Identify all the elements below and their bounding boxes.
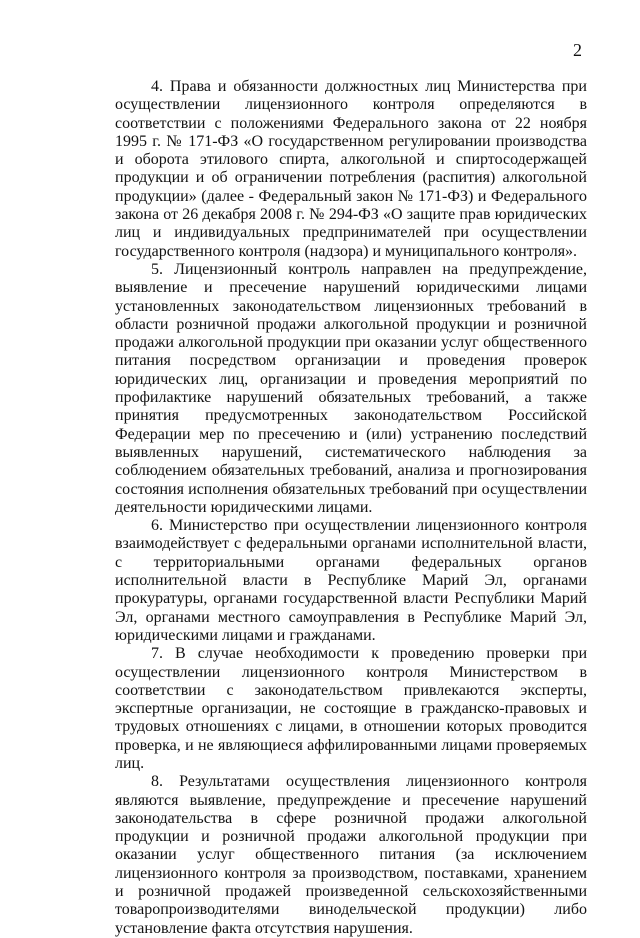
paragraph-6: 6. Министерство при осуществлении лицензионного контроля взаимодействует с федеральными органами исполнительной власти, с территориальными органами федеральных органов исполнительной власти в Республике Марий Эл, органами прокуратуры, органами государственной власти Республики Марий Эл, органами местного самоуправления в Республике Марий Эл, юридическими лицами и гражданами. xyxy=(115,517,587,644)
paragraph-4: 4. Права и обязанности должностных лиц Министерства при осуществлении лицензионного контроля определяются в соответствии с положениями Федерального закона от 22 ноября 1995 г. № 171-ФЗ «О государственном регулировании производства и оборота этилового спирта, алкогольной и спиртосодержащей продукции и об ограничении потребления (распития) алкогольной продукции» (далее - Федеральный закон № 171-ФЗ) и Федерального закона от 26 декабря 2008 г. № 294-ФЗ «О защите прав юридических лиц и индивидуальных предпринимателей при осуществлении государственного контроля (надзора) и муниципального контроля». xyxy=(115,78,587,260)
document-body xyxy=(115,78,587,938)
paragraph-7: 7. В случае необходимости к проведению проверки при осуществлении лицензионного контроля Министерством в соответствии с законодательством привлекаются эксперты, экспертные организации, не состоящие в гражданско-правовых и трудовых отношениях с лицами, в отношении которых проводится проверка, и не являющиеся аффилированными лицами проверяемых лиц. xyxy=(115,645,587,772)
paragraph-5: 5. Лицензионный контроль направлен на предупреждение, выявление и пресечение нарушений юридическими лицами установленных законодательством лицензионных требований в области розничной продажи алкогольной продукции и розничной продажи алкогольной продукции при оказании услуг общественного питания посредством организации и проведения проверок юридических лиц, организации и проведения мероприятий по профилактике нарушений обязательных требований, а также принятия предусмотренных законодательством Российской Федерации мер по пресечению и (или) устранению последствий выявленных нарушений, систематического наблюдения за соблюдением обязательных требований, анализа и прогнозирования состояния исполнения обязательных требований при осуществлении деятельности юридическими лицами. xyxy=(115,260,587,516)
paragraph-8: 8. Результатами осуществления лицензионного контроля являются выявление, предупреждение и пресечение нарушений законодательства в сфере розничной продажи алкогольной продукции и розничной продажи алкогольной продукции при оказании услуг общественного питания (за исключением лицензионного контроля за производством, поставками, хранением и розничной продажей произведенной сельскохозяйственными товаропроизводителями винодельческой продукции) либо установление факта отсутствия нарушения. xyxy=(115,773,587,937)
page-number: 2 xyxy=(573,40,582,60)
